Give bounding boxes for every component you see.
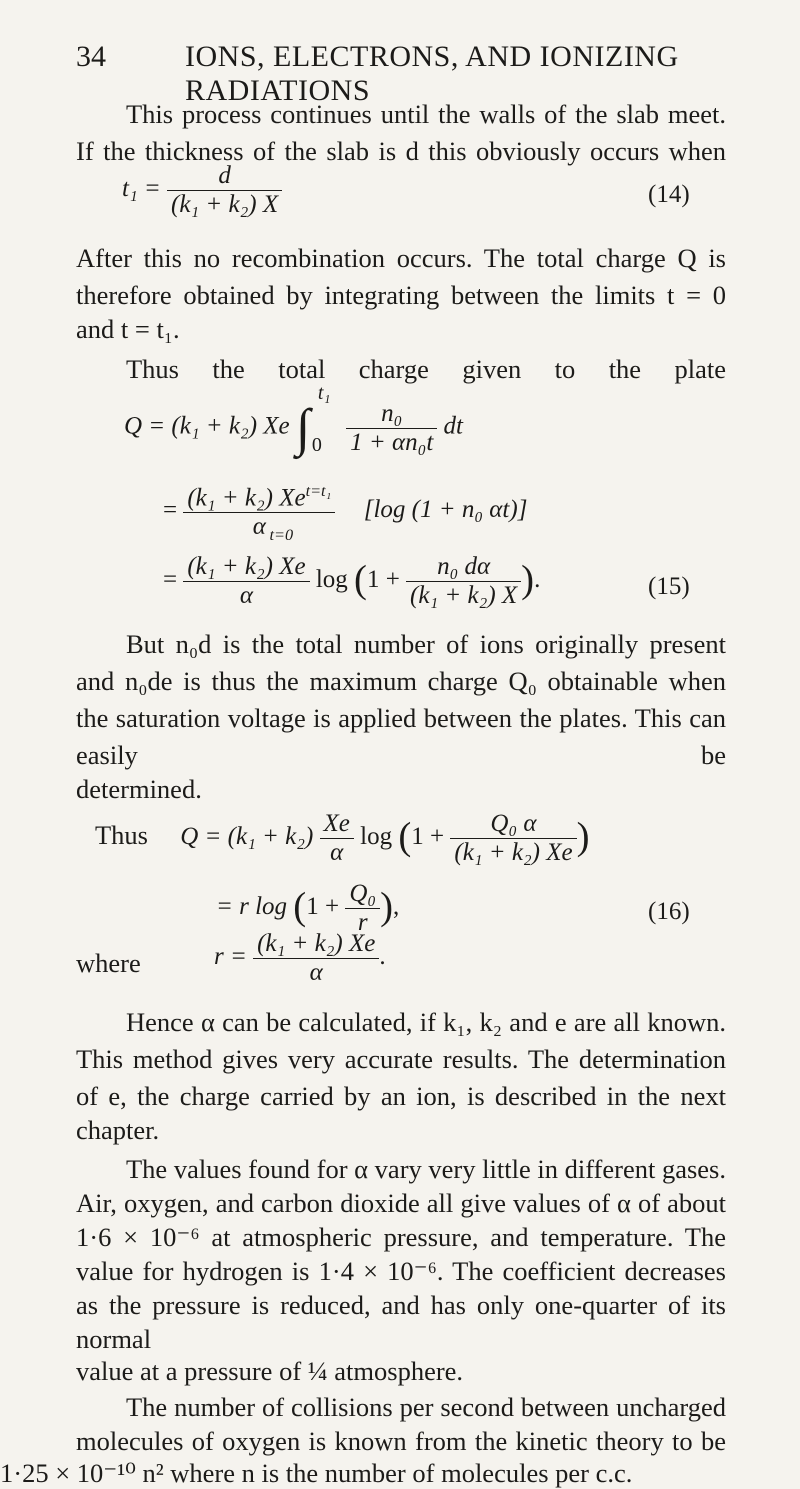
paragraph-2-end: and t = t₁. (76, 314, 180, 344)
paragraph-7-end: 1·25 × 10⁻¹⁰ n² where n is the number of molecules per c.c. (0, 1458, 633, 1488)
running-title: IONS, ELECTRONS, AND IONIZING RADIATIONS (185, 40, 679, 107)
equation-16-first-line: Thus Q = (k₁ + k₂) $\frac{Xe}{\alpha}$ log (1 + $\frac{\text{Q₀ α}}{\text{(k₁ + k₂) Xe}}$ ) (95, 810, 590, 866)
paragraph-6: The values found for α vary very little in different gases. Air, oxygen, and carbon dioxide all give values of α of about 1·6 × 10⁻⁶ at atmospheric pressure, and temperature. The value for hydrogen is 1·4 × 10⁻⁶. The coefficient decreases as the pressure is reduced, and has only one-quarter of its normal (76, 1154, 726, 1354)
page-number: 34 (76, 40, 106, 73)
equation-14: t₁ = $\frac{d}{\text{(k₁ + k₂) X}}$ (122, 162, 282, 219)
page-header (0, 40, 800, 107)
paragraph-4: But n₀d is the total number of ions originally present and n₀de is thus the maximum charge Q₀ obtainable when the saturation voltage is applied between the plates. This can easily be (76, 629, 726, 770)
equation-charge-integral: Q = (k₁ + k₂) Xe ∫ t₁ 0 $\frac{\text{n₀}}{\text{1 + αn₀t}}$ dt (124, 382, 463, 457)
equation-number-16: (16) (648, 898, 690, 925)
paragraph-3: Thus the total charge given to the plate (126, 354, 726, 384)
equation-number-14: (14) (648, 181, 690, 208)
paragraph-1: This process continues until the walls of the slab meet. If the thickness of the slab is d this obviously occurs when (76, 99, 726, 166)
equation-charge-evaluated: = $\frac{(k_1 + k_2) Xe^{t=t_1}}{\alpha}$ t=0 [log (1 + n₀ αt)] (163, 482, 528, 545)
equation-number-15: (15) (648, 573, 690, 600)
paragraph-7: The number of collisions per second between uncharged molecules of oxygen is known from the kinetic theory to be (76, 1392, 726, 1456)
equation-15: = $\frac{\text{(k₁ + k₂) Xe}}{\alpha}$ log (1 + $\frac{\text{n₀ dα}}{\text{(k₁ + k₂) X}}$ ). (163, 553, 541, 609)
where-label: where (76, 948, 141, 978)
integral-sign: ∫ (295, 399, 311, 457)
paragraph-5: Hence α can be calculated, if k₁, k₂ and e are all known. This method gives very accurate results. The determination of e, the charge carried by an ion, is described in the next (76, 1007, 726, 1111)
paragraph-4-end: determined. (76, 774, 202, 804)
equation-r-definition: r = $\frac{\text{(k₁ + k₂) Xe}}{\alpha}$ . (214, 930, 386, 986)
equation-16-second-line: = r log (1 + $\frac{\text{Q₀}}{r}$ ), (216, 880, 400, 936)
paragraph-2: After this no recombination occurs. The total charge Q is therefore obtained by integrating between the limits t = 0 (76, 243, 726, 310)
paragraph-6-end: value at a pressure of ¼ atmosphere. (76, 1356, 464, 1386)
paragraph-5-end: chapter. (76, 1115, 160, 1145)
